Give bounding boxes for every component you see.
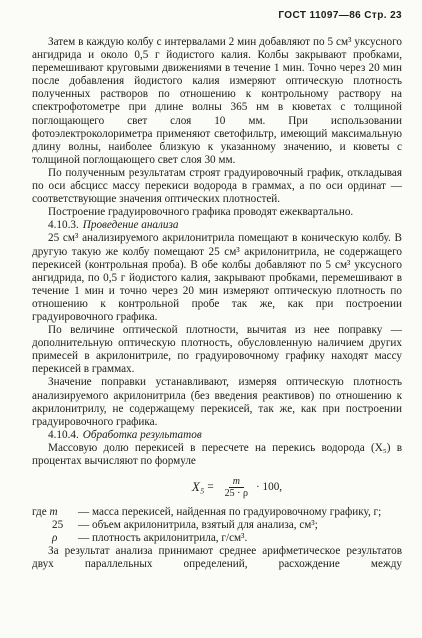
paragraph: По величине оптической плотности, вычитая из нее поправку — дополнительную оптическую плотность, обусловленную наличием других примесей в акрилонитриле, по градуировочному графику находят массу перекисей в граммах. [32, 324, 402, 376]
section-title: Обработка результатов [82, 428, 202, 441]
paragraph: Построение градуировочного графика проводят ежеквартально. [48, 206, 354, 219]
paragraph: Массовую долю перекисей в пересчете на перекись водорода (X₅) в процентах вычисляют по формуле [32, 441, 402, 467]
paragraph: Затем в каждую колбу с интервалами 2 мин добавляют по 5 см³ уксусного ангидрида и около 0,5 г йодистого калия. Колбы закрывают пробками, перемешивают круговыми движениями в течение 1 мин. Точно через 20 мин после добавления йодистого калия измеряют оптическую плотность полученных растворов по отношению к контрольному раствору на спектрофотометре при длине волны 365 нм в кюветах с толщиной поглощающего свет слоя 10 мм. При использовании фотоэлектроколориметра применяют светофильтр, имеющий максимальную длину волны, наиболее близкую к указанному значению, и кюветы с толщиной поглощающего свет слоя 30 мм. [32, 36, 402, 166]
variable-definitions [32, 506, 402, 545]
formula-lhs: X₅ [191, 479, 205, 495]
section-title: Проведение анализа [82, 219, 179, 232]
paragraph: За результат анализа принимают среднее арифметическое результатов двух параллельных определений, расхождение между [32, 545, 402, 571]
paragraph: 25 см³ анализируемого акрилонитрила помещают в коническую колбу. В другую такую же колбу помещают 25 см³ акрилонитрила, не содержащего перекисей (контрольная проба). В обе колбы добавляют по 5 см³ уксусного ангидрида, по 0,5 г йодистого калия, закрывают пробками, перемешивают в течение 1 мин и точно через 20 мин измеряют оптическую плотность по отношению к контрольной пробе так же, как при построении градуировочного графика. [32, 232, 402, 323]
formula-fraction [221, 476, 252, 499]
where-label: где m [32, 506, 58, 519]
definition-row [32, 519, 402, 532]
paragraph: По полученным результатам строят градуировочный график, откладывая по оси абсцисс массу перекиси водорода в граммах, а по оси ординат — соответствующие значения оптических плотностей. [32, 166, 402, 206]
section-heading [32, 219, 402, 232]
formula-denominator: 25 · ρ [224, 487, 248, 499]
definition-symbol: ρ [52, 532, 58, 545]
formula-numerator: m [229, 476, 244, 488]
paragraph: Значение поправки устанавливают, измеряя оптическую плотность анализируемого акрилонитрила (без введения реактивов) по отношению к акрилонитрилу, не содержащему перекисей, так же, как при построении градуировочного графика. [32, 376, 402, 428]
definition-row [32, 532, 402, 545]
formula-tail: · 100, [256, 481, 283, 494]
formula [72, 470, 402, 504]
formula-equals: = [207, 481, 214, 494]
section-number: 4.10.3. [48, 219, 79, 232]
definition-symbol: 25 [52, 519, 64, 532]
definition-text: — объем акрилонитрила, взятый для анализа, см³; [78, 519, 318, 532]
document-page [32, 10, 402, 572]
section-number: 4.10.4. [48, 428, 79, 441]
definition-text: — плотность акрилонитрила, г/см³. [78, 532, 248, 545]
section-heading [32, 429, 402, 442]
page-header: ГОСТ 11097—86 Стр. 23 [278, 10, 402, 21]
definition-text: — масса перекисей, найденная по градуировочному графику, г; [78, 506, 382, 519]
definition-row [32, 506, 402, 519]
